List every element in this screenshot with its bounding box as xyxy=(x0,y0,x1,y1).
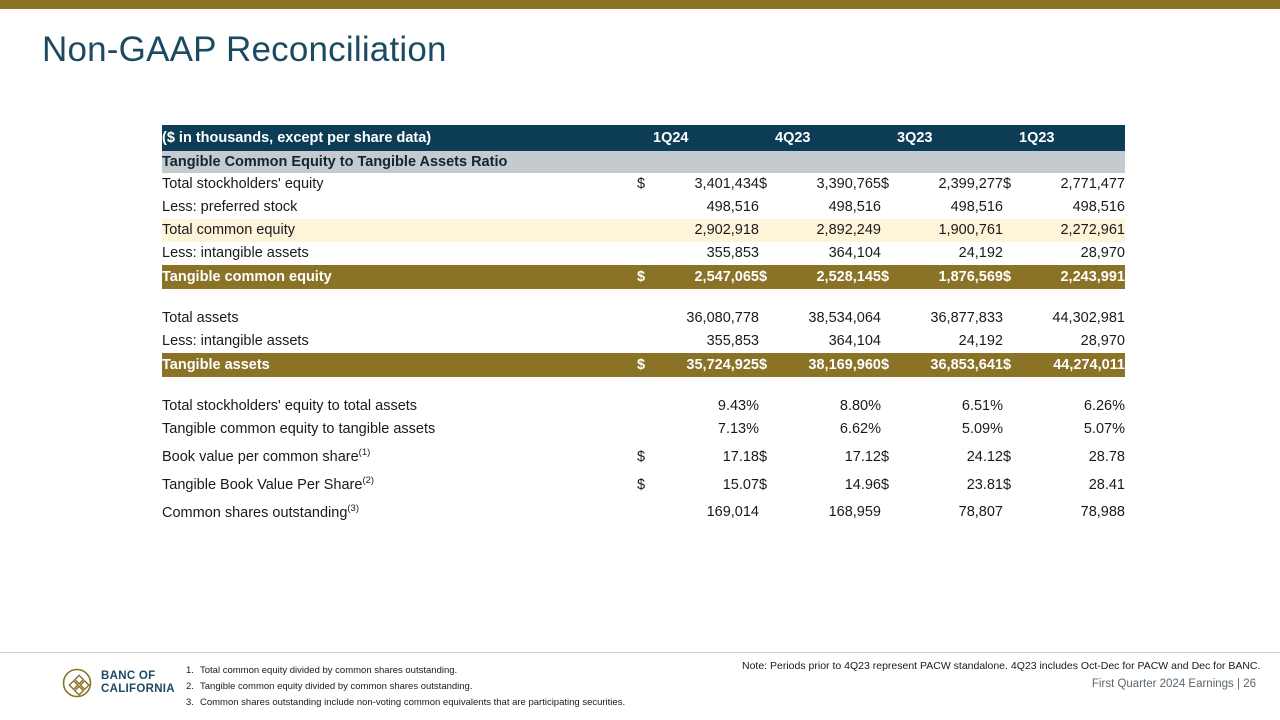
table-row xyxy=(162,353,1125,377)
row-currency: $ xyxy=(759,448,768,465)
row-currency xyxy=(637,219,653,242)
row-currency xyxy=(759,307,775,330)
row-value: 2,902,918 xyxy=(653,219,759,242)
footnotes-list xyxy=(186,663,625,711)
row-value: 44,274,011 xyxy=(1019,353,1125,377)
header-spacer xyxy=(759,125,775,151)
row-currency xyxy=(1003,377,1019,395)
row-currency: $ xyxy=(881,353,897,377)
row-value: 14.96 xyxy=(844,476,881,493)
row-currency xyxy=(637,242,653,265)
row-label: Tangible assets xyxy=(162,353,637,377)
row-value: 2,528,145 xyxy=(775,265,881,289)
column-header-3q23: 3Q23 xyxy=(897,125,1003,151)
non-gaap-reconciliation-table xyxy=(162,125,1125,524)
table-row xyxy=(162,307,1125,330)
row-value: 28,970 xyxy=(1080,333,1125,349)
row-currency xyxy=(881,395,897,418)
row-label: Tangible common equity xyxy=(162,265,637,289)
row-value: 24,192 xyxy=(958,245,1003,261)
row-currency: $ xyxy=(637,448,646,465)
row-currency xyxy=(1003,242,1019,265)
row-currency xyxy=(1003,307,1019,330)
row-currency xyxy=(759,289,775,307)
row-value: 2,892,249 xyxy=(775,219,881,242)
row-value: 5.09% xyxy=(961,421,1003,437)
row-value: 3,401,434 xyxy=(694,176,759,192)
footer-divider xyxy=(0,652,1280,653)
row-label: Tangible Book Value Per Share$^{(2)}$ xyxy=(162,474,375,493)
row-currency xyxy=(759,196,775,219)
row-currency xyxy=(881,497,897,525)
table-row xyxy=(162,330,1125,353)
row-label: Total stockholders' equity xyxy=(162,176,324,192)
row-label: Less: preferred stock xyxy=(162,199,298,215)
row-value: 6.62% xyxy=(839,421,881,437)
row-label xyxy=(162,289,637,307)
row-value: 498,516 xyxy=(1072,199,1125,215)
row-currency xyxy=(1003,330,1019,353)
row-value: 2,243,991 xyxy=(1019,265,1125,289)
row-value: 78,807 xyxy=(958,504,1003,521)
row-currency xyxy=(759,497,775,525)
row-currency xyxy=(637,289,653,307)
row-value: 23.81 xyxy=(966,476,1003,493)
row-value: 8.80% xyxy=(839,398,881,414)
row-value: 24.12 xyxy=(966,448,1003,465)
header-spacer xyxy=(881,125,897,151)
table-row xyxy=(162,242,1125,265)
row-value: 5.07% xyxy=(1083,421,1125,437)
row-value: 2,399,277 xyxy=(938,176,1003,192)
row-value: 364,104 xyxy=(828,333,881,349)
row-currency: $ xyxy=(1003,265,1019,289)
row-value: 498,516 xyxy=(828,199,881,215)
row-value: 17.12 xyxy=(844,448,881,465)
row-value: 28.78 xyxy=(1088,448,1125,465)
table-row xyxy=(162,196,1125,219)
table-row xyxy=(162,497,1125,525)
page-title: Non-GAAP Reconciliation xyxy=(42,30,447,69)
row-value xyxy=(775,377,881,395)
row-currency xyxy=(881,330,897,353)
row-label: Common shares outstanding$^{(3)}$ xyxy=(162,502,360,521)
row-currency: $ xyxy=(637,176,646,192)
row-currency: $ xyxy=(1003,176,1012,192)
row-value: 1,876,569 xyxy=(897,265,1003,289)
row-currency xyxy=(1003,497,1019,525)
row-label: Less: intangible assets xyxy=(162,245,309,261)
row-value: 17.18 xyxy=(722,448,759,465)
row-value xyxy=(653,377,759,395)
row-label: Total common equity xyxy=(162,219,637,242)
row-currency xyxy=(881,307,897,330)
row-label xyxy=(162,377,637,395)
row-value: 15.07 xyxy=(722,476,759,493)
row-currency xyxy=(637,307,653,330)
table-row xyxy=(162,265,1125,289)
row-currency xyxy=(759,219,775,242)
table-header-row xyxy=(162,125,1125,151)
column-header-1q23: 1Q23 xyxy=(1019,125,1125,151)
table-row xyxy=(162,173,1125,196)
logo-line-2: CALIFORNIA xyxy=(101,683,175,695)
table-row xyxy=(162,395,1125,418)
row-currency xyxy=(1003,219,1019,242)
row-currency xyxy=(759,395,775,418)
row-value: 2,547,065 xyxy=(653,265,759,289)
row-currency: $ xyxy=(637,265,653,289)
footnote-item: 1. Total common equity divided by common shares outstanding. xyxy=(186,665,458,676)
row-currency xyxy=(1003,196,1019,219)
row-currency: $ xyxy=(637,353,653,377)
row-currency xyxy=(881,242,897,265)
logo-diamond-icon xyxy=(62,668,92,698)
row-value: 36,877,833 xyxy=(930,310,1003,326)
row-currency xyxy=(1003,395,1019,418)
row-currency xyxy=(881,377,897,395)
row-label: Tangible common equity to tangible assets xyxy=(162,421,436,437)
row-label: Total assets xyxy=(162,310,239,326)
row-value: 498,516 xyxy=(950,199,1003,215)
column-header-4q23: 4Q23 xyxy=(775,125,881,151)
table-note: Note: Periods prior to 4Q23 represent PACW standalone. 4Q23 includes Oct-Dec for PACW and Dec for BANC. xyxy=(742,660,1261,672)
row-currency xyxy=(881,418,897,441)
row-label: Total stockholders' equity to total assets xyxy=(162,398,418,414)
row-value: 6.51% xyxy=(961,398,1003,414)
row-currency xyxy=(881,196,897,219)
row-value: 355,853 xyxy=(706,333,759,349)
row-value xyxy=(775,289,881,307)
row-value: 1,900,761 xyxy=(897,219,1003,242)
row-value: 28.41 xyxy=(1088,476,1125,493)
header-spacer xyxy=(637,125,653,151)
row-currency xyxy=(637,395,653,418)
row-currency xyxy=(637,196,653,219)
column-header-1q24: 1Q24 xyxy=(653,125,759,151)
row-currency xyxy=(1003,418,1019,441)
table-row xyxy=(162,418,1125,441)
row-currency xyxy=(759,377,775,395)
row-currency: $ xyxy=(881,265,897,289)
row-value: 35,724,925 xyxy=(653,353,759,377)
row-value: 168,959 xyxy=(828,504,881,521)
row-value: 2,272,961 xyxy=(1019,219,1125,242)
row-value xyxy=(897,289,1003,307)
row-currency: $ xyxy=(637,476,646,493)
row-currency: $ xyxy=(759,353,775,377)
row-currency xyxy=(759,330,775,353)
row-currency xyxy=(637,418,653,441)
slide-footer xyxy=(1092,678,1256,690)
row-label: Book value per common share$^{(1)}$ xyxy=(162,447,371,465)
row-currency: $ xyxy=(759,265,775,289)
row-currency: $ xyxy=(759,176,768,192)
row-currency: $ xyxy=(881,176,890,192)
row-value: 78,988 xyxy=(1080,504,1125,521)
table-spacer-row xyxy=(162,289,1125,307)
row-currency xyxy=(881,289,897,307)
row-value: 44,302,981 xyxy=(1052,310,1125,326)
row-currency xyxy=(759,242,775,265)
footnote-item: 2. Tangible common equity divided by common shares outstanding. xyxy=(186,681,473,692)
table-row xyxy=(162,469,1125,497)
table-subheader-row xyxy=(162,151,1125,173)
row-value xyxy=(1019,377,1125,395)
row-currency: $ xyxy=(1003,476,1012,493)
row-label: Less: intangible assets xyxy=(162,333,309,349)
table-subheader-label: Tangible Common Equity to Tangible Assets Ratio xyxy=(162,151,1125,173)
row-currency xyxy=(637,497,653,525)
row-value: 355,853 xyxy=(706,245,759,261)
row-value: 28,970 xyxy=(1080,245,1125,261)
header-spacer xyxy=(1003,125,1019,151)
row-value xyxy=(653,289,759,307)
row-value: 3,390,765 xyxy=(816,176,881,192)
row-value: 169,014 xyxy=(706,504,759,521)
row-value: 38,169,960 xyxy=(775,353,881,377)
row-value xyxy=(897,377,1003,395)
row-value: 7.13% xyxy=(717,421,759,437)
row-currency xyxy=(759,418,775,441)
page-number: 26 xyxy=(1243,678,1256,690)
top-accent-bar xyxy=(0,0,1280,9)
row-currency: $ xyxy=(759,476,768,493)
row-value: 36,080,778 xyxy=(686,310,759,326)
table-header-label: ($ in thousands, except per share data) xyxy=(162,125,637,151)
row-currency xyxy=(881,219,897,242)
row-currency: $ xyxy=(881,448,890,465)
row-value: 6.26% xyxy=(1083,398,1125,414)
row-value xyxy=(1019,289,1125,307)
row-value: 364,104 xyxy=(828,245,881,261)
footnote-item: 3. Common shares outstanding include non-voting common equivalents that are participating securities. xyxy=(186,697,626,708)
row-currency xyxy=(637,377,653,395)
row-currency: $ xyxy=(881,476,890,493)
row-currency xyxy=(1003,289,1019,307)
row-currency: $ xyxy=(1003,448,1012,465)
row-value: 24,192 xyxy=(958,333,1003,349)
table-row xyxy=(162,441,1125,469)
table-row xyxy=(162,219,1125,242)
row-value: 36,853,641 xyxy=(897,353,1003,377)
row-value: 498,516 xyxy=(706,199,759,215)
row-currency xyxy=(637,330,653,353)
logo-line-1: BANC OF xyxy=(101,670,156,682)
row-value: 38,534,064 xyxy=(808,310,881,326)
row-currency: $ xyxy=(1003,353,1019,377)
row-value: 2,771,477 xyxy=(1060,176,1125,192)
table-spacer-row xyxy=(162,377,1125,395)
company-logo xyxy=(62,668,175,698)
row-value: 9.43% xyxy=(717,398,759,414)
deck-name: First Quarter 2024 Earnings | xyxy=(1091,678,1240,690)
